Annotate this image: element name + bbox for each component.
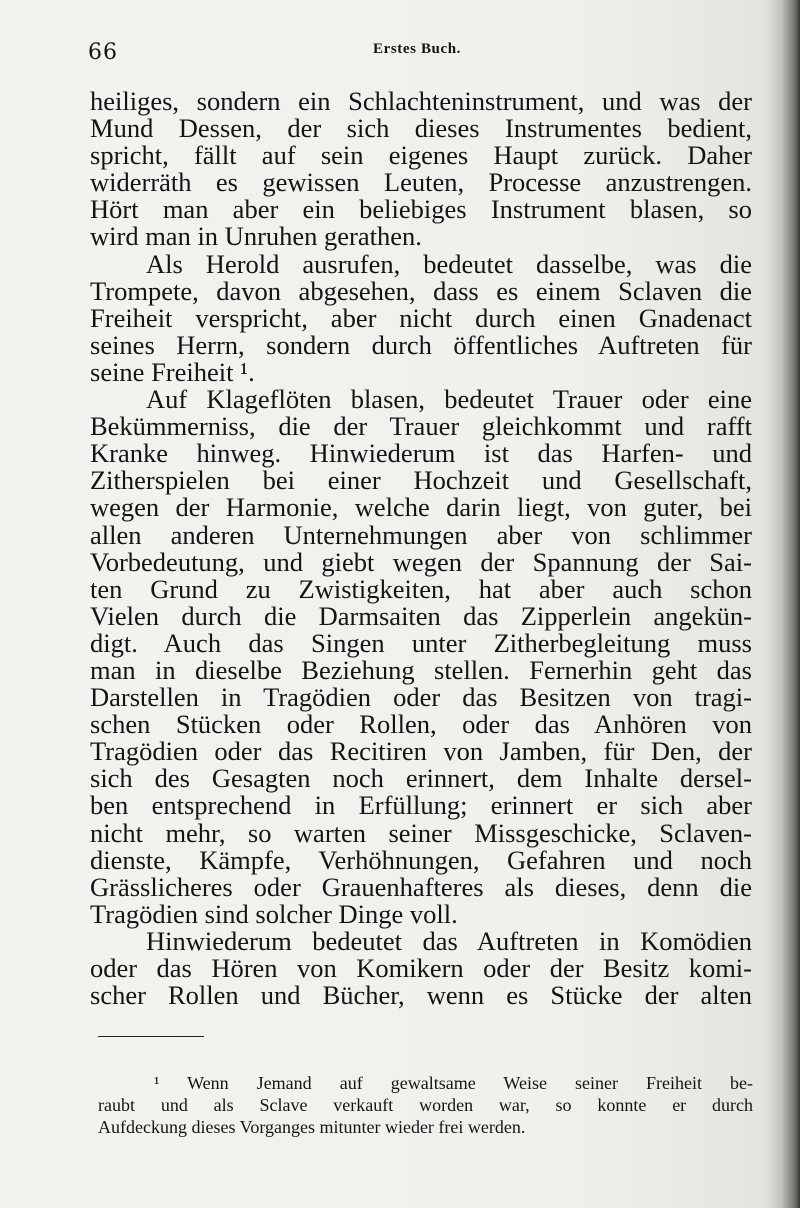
page-number: 66 bbox=[88, 40, 118, 65]
text-line: seine Freiheit ¹. bbox=[90, 356, 255, 387]
footnote-line: raubt und als Sclave verkauft worden war, so konnte er durch bbox=[98, 1095, 753, 1115]
text-line: Bekümmerniss, die der Trauer gleichkommt und rafft bbox=[90, 411, 752, 442]
text-line: dienste, Kämpfe, Verhöhnungen, Gefahren und noch bbox=[90, 844, 752, 875]
text-line: seines Herrn, sondern durch öffentliches Auftreten für bbox=[90, 329, 752, 360]
text-line: ben entsprechend in Erfüllung; erinnert er sich aber bbox=[90, 790, 752, 821]
text-line: sich des Gesagten noch erinnert, dem Inhalte dersel- bbox=[90, 763, 752, 794]
text-line: Tragödien oder das Recitiren von Jamben, für Den, der bbox=[90, 736, 752, 767]
text-line: Trompete, davon abgesehen, dass es einem Sclaven die bbox=[90, 275, 752, 306]
text-line: nicht mehr, so warten seiner Missgeschicke, Sclaven- bbox=[90, 817, 752, 848]
footnote-separator bbox=[98, 1036, 204, 1037]
text-line: allen anderen Unternehmungen aber von schlimmer bbox=[90, 519, 752, 550]
text-line: wegen der Harmonie, welche darin liegt, von guter, bei bbox=[90, 492, 752, 523]
text-line: scher Rollen und Bücher, wenn es Stücke der alten bbox=[90, 980, 752, 1011]
text-line: Kranke hinweg. Hinwiederum ist das Harfen- und bbox=[90, 438, 752, 469]
text-line: Vorbedeutung, und giebt wegen der Spannung der Sai- bbox=[90, 546, 752, 577]
text-line: Tragödien sind solcher Dinge voll. bbox=[90, 898, 458, 929]
text-line: Hört man aber ein beliebiges Instrument blasen, so bbox=[90, 194, 752, 225]
text-line: man in dieselbe Beziehung stellen. Fernerhin geht das bbox=[90, 654, 752, 685]
text-line: wird man in Unruhen gerathen. bbox=[90, 221, 422, 252]
footnote-line: ¹ Wenn Jemand auf gewaltsame Weise seiner Freiheit be- bbox=[154, 1073, 753, 1093]
body-text bbox=[90, 88, 752, 1009]
text-line: spricht, fällt auf sein eigenes Haupt zurück. Daher bbox=[90, 140, 752, 171]
text-line: ten Grund zu Zwistigkeiten, hat aber auch schon bbox=[90, 573, 752, 604]
text-line: heiliges, sondern ein Schlachteninstrument, und was der bbox=[90, 86, 752, 116]
running-head: Erstes Buch. bbox=[373, 41, 462, 57]
page-edge-shadow bbox=[766, 0, 800, 1208]
footnote-line: Aufdeckung dieses Vorganges mitunter wieder frei werden. bbox=[98, 1117, 526, 1137]
paragraph-start-line: Auf Klageflöten blasen, bedeutet Trauer oder eine bbox=[146, 384, 752, 415]
text-line: widerräth es gewissen Leuten, Processe anzustrengen. bbox=[90, 167, 752, 198]
text-line: Freiheit verspricht, aber nicht durch einen Gnadenact bbox=[90, 302, 752, 333]
text-line: Zitherspielen bei einer Hochzeit und Gesellschaft, bbox=[90, 465, 752, 496]
paragraph-start-line: Als Herold ausrufen, bedeutet dasselbe, was die bbox=[146, 248, 752, 279]
text-line: oder das Hören von Komikern oder der Besitz komi- bbox=[90, 953, 752, 983]
footnote bbox=[98, 1072, 753, 1138]
text-line: Darstellen in Tragödien oder das Besitzen von tragi- bbox=[90, 682, 752, 713]
text-line: Grässlicheres oder Grauenhafteres als dieses, denn die bbox=[90, 871, 752, 902]
text-line: digt. Auch das Singen unter Zitherbegleitung muss bbox=[90, 627, 752, 658]
text-line: Vielen durch die Darmsaiten das Zipperlein angekün- bbox=[90, 600, 752, 631]
text-line: Mund Dessen, der sich dieses Instrumentes bedient, bbox=[90, 113, 752, 144]
text-line: schen Stücken oder Rollen, oder das Anhören von bbox=[90, 709, 752, 740]
paragraph-start-line: Hinwiederum bedeutet das Auftreten in Komödien bbox=[146, 925, 752, 956]
